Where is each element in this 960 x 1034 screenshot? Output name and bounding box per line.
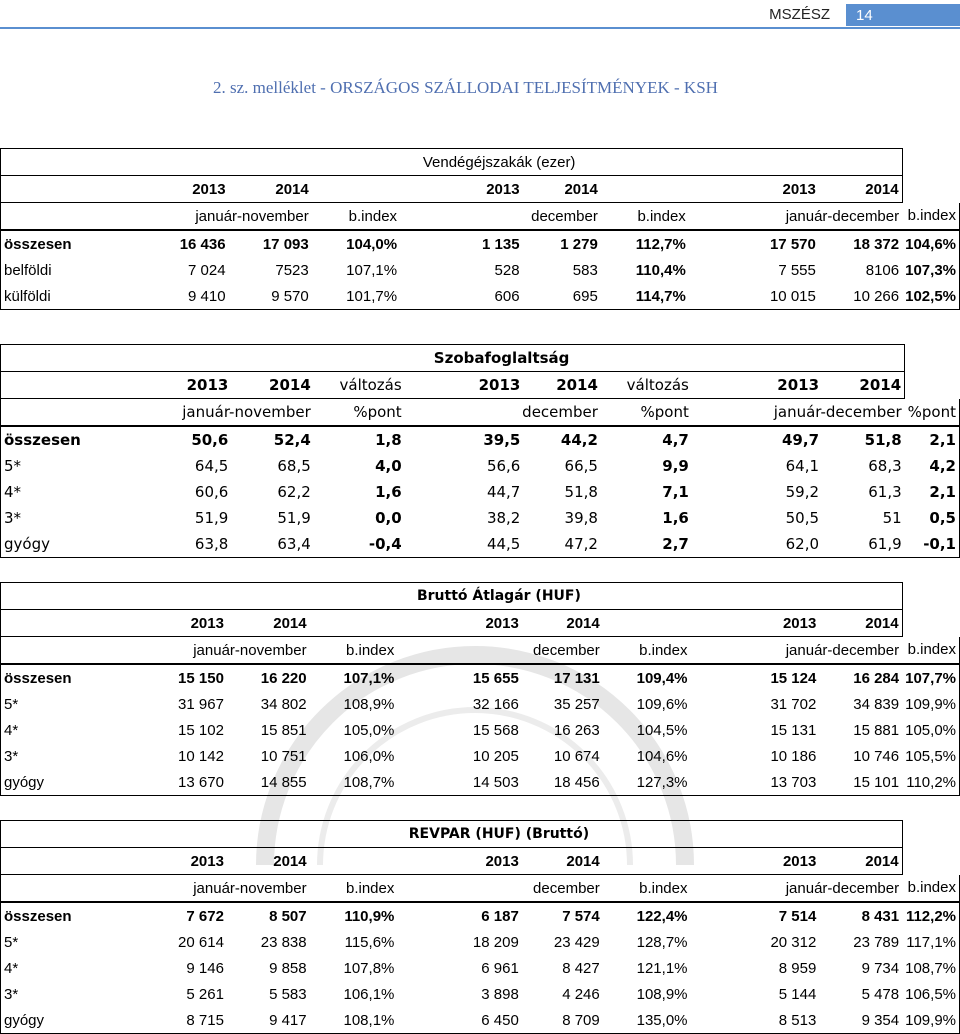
value-cell: 51,8 bbox=[564, 483, 598, 501]
year-header: 2014 bbox=[229, 176, 312, 203]
period-header: december bbox=[400, 203, 601, 231]
change-cell: 107,1% bbox=[346, 261, 398, 279]
change-cell: 1,8 bbox=[375, 431, 402, 449]
period-header: január-december bbox=[689, 203, 902, 231]
value-cell: 32 166 bbox=[472, 695, 519, 713]
value-cell: 18 456 bbox=[522, 769, 603, 796]
unit-header: b.index bbox=[601, 203, 689, 231]
year-header: 2013 bbox=[397, 848, 521, 875]
table-row bbox=[1, 531, 960, 558]
row-label: gyógy bbox=[1, 531, 100, 558]
value-cell: 38,2 bbox=[486, 509, 521, 527]
value-cell: 16 220 bbox=[260, 669, 307, 687]
value-cell: 8 959 bbox=[778, 959, 817, 977]
change-cell: 115,6% bbox=[344, 933, 395, 951]
value-cell: 15 102 bbox=[178, 721, 224, 739]
period-header: január-december bbox=[692, 399, 905, 427]
unit-header: b.index bbox=[902, 637, 959, 665]
unit-header: b.index bbox=[902, 203, 959, 231]
table-vendegejszakak bbox=[0, 148, 960, 310]
page-number-badge: 14 bbox=[846, 4, 960, 26]
value-cell: 18 372 bbox=[853, 235, 900, 253]
value-cell: 7 514 bbox=[778, 907, 817, 925]
value-cell: 51 bbox=[882, 509, 902, 527]
year-header: 2014 bbox=[227, 848, 310, 875]
value-cell: 10 266 bbox=[819, 283, 902, 310]
change-cell: 104,6% bbox=[636, 747, 688, 765]
value-cell: 8 431 bbox=[861, 907, 900, 925]
value-cell: 44,7 bbox=[486, 483, 521, 501]
change-cell: 106,5% bbox=[902, 981, 959, 1007]
table-title: Szobafoglaltság bbox=[99, 345, 905, 372]
value-cell: 51,9 bbox=[194, 509, 229, 527]
value-cell: 6 187 bbox=[481, 907, 519, 925]
value-cell: 3 898 bbox=[481, 985, 519, 1003]
table-row bbox=[1, 717, 960, 743]
change-cell: 107,3% bbox=[902, 257, 959, 283]
table-row bbox=[1, 664, 960, 691]
change-cell: 4,2 bbox=[905, 453, 960, 479]
table-szobafoglaltsag bbox=[0, 344, 960, 558]
value-cell: 528 bbox=[494, 261, 520, 279]
value-cell: 52,4 bbox=[273, 431, 311, 449]
change-cell: 110,4% bbox=[635, 261, 686, 279]
value-cell: 15 150 bbox=[178, 669, 224, 687]
change-header: változás bbox=[601, 372, 692, 399]
document-title: 2. sz. melléklet - ORSZÁGOS SZÁLLODAI TELJESÍTMÉNYEK - KSH bbox=[213, 78, 718, 97]
value-cell: 31 967 bbox=[178, 695, 224, 713]
unit-header: b.index bbox=[603, 875, 691, 903]
change-cell: 114,7% bbox=[601, 283, 689, 310]
row-label: 3* bbox=[1, 505, 100, 531]
value-cell: 56,6 bbox=[486, 457, 521, 475]
value-cell: 583 bbox=[572, 261, 598, 279]
value-cell: 606 bbox=[400, 283, 523, 310]
period-header: január-november bbox=[96, 875, 309, 903]
value-cell: 695 bbox=[523, 283, 601, 310]
row-label: 4* bbox=[1, 717, 97, 743]
value-cell: 10 186 bbox=[770, 747, 817, 765]
year-header: 2014 bbox=[819, 610, 902, 637]
year-header: 2013 bbox=[97, 176, 229, 203]
value-cell: 18 209 bbox=[472, 933, 519, 951]
change-cell: 1,6 bbox=[662, 509, 689, 527]
value-cell: 17 093 bbox=[262, 235, 309, 253]
row-label: külföldi bbox=[1, 283, 97, 310]
period-header: január-december bbox=[691, 875, 903, 903]
row-label: összesen bbox=[1, 230, 97, 257]
change-cell: 135,0% bbox=[603, 1007, 691, 1034]
value-cell: 7 555 bbox=[778, 261, 816, 279]
change-cell: 104,6% bbox=[902, 230, 959, 257]
table-title: Bruttó Átlagár (HUF) bbox=[96, 583, 902, 610]
row-label: 4* bbox=[1, 479, 100, 505]
row-label: 5* bbox=[1, 929, 97, 955]
change-cell: 108,1% bbox=[310, 1007, 398, 1034]
year-header: 2013 bbox=[96, 610, 227, 637]
value-cell: 62,0 bbox=[692, 531, 822, 558]
unit-header: b.index bbox=[312, 203, 400, 231]
value-cell: 23 838 bbox=[260, 933, 307, 951]
value-cell: 10 205 bbox=[472, 747, 519, 765]
table-row bbox=[1, 769, 960, 796]
value-cell: 68,5 bbox=[277, 457, 311, 475]
value-cell: 59,2 bbox=[785, 483, 820, 501]
value-cell: 9 734 bbox=[861, 959, 900, 977]
period-header: január-november bbox=[99, 399, 314, 427]
change-header bbox=[601, 176, 689, 203]
value-cell: 4 246 bbox=[562, 985, 600, 1003]
year-header: 2014 bbox=[231, 372, 313, 399]
value-cell: 1 279 bbox=[560, 235, 598, 253]
value-cell: 68,3 bbox=[868, 457, 902, 475]
value-cell: 6 961 bbox=[481, 959, 519, 977]
year-header: 2014 bbox=[523, 176, 601, 203]
year-header: 2013 bbox=[691, 610, 820, 637]
value-cell: 51,9 bbox=[277, 509, 311, 527]
change-cell: 105,0% bbox=[902, 717, 959, 743]
value-cell: 39,5 bbox=[483, 431, 521, 449]
value-cell: 9 410 bbox=[97, 283, 229, 310]
row-label: gyógy bbox=[1, 1007, 97, 1034]
value-cell: 15 124 bbox=[770, 669, 817, 687]
value-cell: 8 715 bbox=[96, 1007, 227, 1034]
table-row bbox=[1, 955, 960, 981]
unit-header: b.index bbox=[310, 637, 398, 665]
row-label: 3* bbox=[1, 981, 97, 1007]
table-title: REVPAR (HUF) (Bruttó) bbox=[96, 821, 902, 848]
value-cell: 39,8 bbox=[564, 509, 598, 527]
value-cell: 31 702 bbox=[770, 695, 817, 713]
change-header bbox=[310, 610, 398, 637]
value-cell: 63,8 bbox=[99, 531, 231, 558]
change-cell: 109,9% bbox=[902, 691, 959, 717]
table-row bbox=[1, 743, 960, 769]
unit-header: %pont bbox=[905, 399, 960, 427]
value-cell: 17 570 bbox=[769, 235, 816, 253]
change-header bbox=[603, 848, 691, 875]
change-cell: 107,8% bbox=[343, 959, 395, 977]
change-cell: -0,4 bbox=[314, 531, 405, 558]
change-cell: 4,0 bbox=[375, 457, 402, 475]
header-label: MSZÉSZ bbox=[769, 6, 830, 23]
value-cell: 61,3 bbox=[868, 483, 902, 501]
value-cell: 50,5 bbox=[785, 509, 820, 527]
change-cell: 0,5 bbox=[905, 505, 960, 531]
value-cell: 64,1 bbox=[785, 457, 820, 475]
period-header: december bbox=[405, 399, 601, 427]
period-header: december bbox=[397, 637, 602, 665]
value-cell: 15 881 bbox=[853, 721, 900, 739]
value-cell: 23 429 bbox=[553, 933, 600, 951]
period-header: január-november bbox=[97, 203, 312, 231]
table-title: Vendégéjszakák (ezer) bbox=[97, 149, 902, 176]
value-cell: 8 427 bbox=[562, 959, 600, 977]
table-row bbox=[1, 981, 960, 1007]
table-row bbox=[1, 691, 960, 717]
value-cell: 15 101 bbox=[819, 769, 902, 796]
value-cell: 14 503 bbox=[397, 769, 521, 796]
unit-header: b.index bbox=[603, 637, 691, 665]
change-cell: 1,6 bbox=[375, 483, 402, 501]
change-cell: 122,4% bbox=[636, 907, 688, 925]
value-cell: 15 655 bbox=[472, 669, 519, 687]
value-cell: 34 802 bbox=[260, 695, 307, 713]
row-label: 3* bbox=[1, 743, 97, 769]
year-header: 2013 bbox=[96, 848, 227, 875]
value-cell: 34 839 bbox=[853, 695, 900, 713]
year-header: 2014 bbox=[822, 372, 905, 399]
value-cell: 51,8 bbox=[864, 431, 902, 449]
year-header: 2013 bbox=[99, 372, 231, 399]
year-header: 2014 bbox=[819, 176, 902, 203]
change-cell: 117,1% bbox=[902, 929, 959, 955]
table-row bbox=[1, 902, 960, 929]
row-label: gyógy bbox=[1, 769, 97, 796]
value-cell: 10 751 bbox=[260, 747, 307, 765]
year-header: 2014 bbox=[523, 372, 601, 399]
change-cell: 105,5% bbox=[902, 743, 959, 769]
change-cell: 2,1 bbox=[905, 426, 960, 453]
change-cell: 106,0% bbox=[343, 747, 395, 765]
value-cell: 9 858 bbox=[269, 959, 307, 977]
change-cell: 105,0% bbox=[343, 721, 395, 739]
value-cell: 5 478 bbox=[861, 985, 900, 1003]
value-cell: 6 450 bbox=[397, 1007, 521, 1034]
value-cell: 14 855 bbox=[227, 769, 310, 796]
value-cell: 47,2 bbox=[523, 531, 601, 558]
value-cell: 9 570 bbox=[229, 283, 312, 310]
value-cell: 44,5 bbox=[405, 531, 524, 558]
value-cell: 8 513 bbox=[691, 1007, 820, 1034]
change-cell: -0,1 bbox=[905, 531, 960, 558]
value-cell: 10 746 bbox=[853, 747, 900, 765]
change-cell: 9,9 bbox=[662, 457, 689, 475]
value-cell: 16 436 bbox=[179, 235, 226, 253]
year-header: 2014 bbox=[522, 848, 603, 875]
change-cell: 102,5% bbox=[902, 283, 959, 310]
value-cell: 50,6 bbox=[191, 431, 229, 449]
table-row bbox=[1, 479, 960, 505]
year-header: 2014 bbox=[227, 610, 310, 637]
value-cell: 8106 bbox=[865, 261, 900, 279]
table-brutto-atlagar bbox=[0, 582, 960, 796]
change-cell: 108,7% bbox=[310, 769, 398, 796]
change-cell: 7,1 bbox=[662, 483, 689, 501]
table-revpar bbox=[0, 820, 960, 1034]
year-header: 2013 bbox=[405, 372, 524, 399]
value-cell: 1 135 bbox=[482, 235, 520, 253]
row-label: összesen bbox=[1, 902, 97, 929]
change-cell: 109,6% bbox=[636, 695, 688, 713]
change-header bbox=[603, 610, 691, 637]
change-cell: 108,7% bbox=[902, 955, 959, 981]
change-cell: 128,7% bbox=[636, 933, 688, 951]
value-cell: 15 568 bbox=[472, 721, 519, 739]
period-header: január-november bbox=[96, 637, 309, 665]
row-label: 4* bbox=[1, 955, 97, 981]
value-cell: 23 789 bbox=[853, 933, 900, 951]
value-cell: 7 574 bbox=[562, 907, 600, 925]
table-row bbox=[1, 283, 960, 310]
unit-header: %pont bbox=[601, 399, 692, 427]
value-cell: 20 312 bbox=[770, 933, 817, 951]
change-header bbox=[310, 848, 398, 875]
row-label: 5* bbox=[1, 453, 100, 479]
value-cell: 7523 bbox=[275, 261, 309, 279]
row-label: összesen bbox=[1, 664, 97, 691]
value-cell: 63,4 bbox=[231, 531, 313, 558]
row-label: belföldi bbox=[1, 257, 97, 283]
change-cell: 121,1% bbox=[636, 959, 688, 977]
year-header: 2014 bbox=[522, 610, 603, 637]
change-cell: 2,7 bbox=[601, 531, 692, 558]
value-cell: 15 851 bbox=[260, 721, 307, 739]
value-cell: 16 284 bbox=[853, 669, 900, 687]
change-cell: 112,7% bbox=[635, 235, 686, 253]
year-header: 2013 bbox=[691, 848, 820, 875]
year-header: 2013 bbox=[400, 176, 523, 203]
value-cell: 13 670 bbox=[96, 769, 227, 796]
change-cell: 109,4% bbox=[636, 669, 688, 687]
value-cell: 7 672 bbox=[186, 907, 224, 925]
unit-header: b.index bbox=[902, 875, 959, 903]
table-row bbox=[1, 257, 960, 283]
value-cell: 5 144 bbox=[778, 985, 817, 1003]
value-cell: 13 703 bbox=[691, 769, 820, 796]
value-cell: 9 146 bbox=[186, 959, 224, 977]
change-cell: 127,3% bbox=[603, 769, 691, 796]
row-label: összesen bbox=[1, 426, 100, 453]
change-cell: 101,7% bbox=[312, 283, 400, 310]
value-cell: 44,2 bbox=[560, 431, 598, 449]
value-cell: 9 417 bbox=[227, 1007, 310, 1034]
year-header: 2013 bbox=[397, 610, 521, 637]
value-cell: 16 263 bbox=[553, 721, 600, 739]
value-cell: 10 015 bbox=[689, 283, 819, 310]
value-cell: 62,2 bbox=[277, 483, 311, 501]
change-cell: 104,0% bbox=[346, 235, 398, 253]
unit-header: b.index bbox=[310, 875, 398, 903]
value-cell: 60,6 bbox=[194, 483, 229, 501]
table-row bbox=[1, 230, 960, 257]
change-header: változás bbox=[314, 372, 405, 399]
change-cell: 104,5% bbox=[636, 721, 688, 739]
header-rule bbox=[0, 27, 960, 29]
value-cell: 35 257 bbox=[553, 695, 600, 713]
change-cell: 4,7 bbox=[662, 431, 689, 449]
change-cell: 109,9% bbox=[902, 1007, 959, 1034]
change-cell: 108,9% bbox=[343, 695, 395, 713]
change-cell: 107,1% bbox=[343, 669, 395, 687]
year-header: 2014 bbox=[819, 848, 902, 875]
table-row bbox=[1, 505, 960, 531]
year-header: 2013 bbox=[692, 372, 822, 399]
value-cell: 61,9 bbox=[822, 531, 905, 558]
change-cell: 108,9% bbox=[636, 985, 688, 1003]
change-cell: 110,2% bbox=[902, 769, 959, 796]
period-header: december bbox=[397, 875, 602, 903]
value-cell: 5 583 bbox=[269, 985, 307, 1003]
change-cell: 106,1% bbox=[343, 985, 395, 1003]
period-header: január-december bbox=[691, 637, 903, 665]
value-cell: 17 131 bbox=[553, 669, 600, 687]
table-row bbox=[1, 929, 960, 955]
year-header: 2013 bbox=[689, 176, 819, 203]
value-cell: 49,7 bbox=[782, 431, 820, 449]
change-cell: 112,2% bbox=[902, 902, 959, 929]
change-cell: 0,0 bbox=[375, 509, 402, 527]
value-cell: 10 674 bbox=[553, 747, 600, 765]
value-cell: 8 709 bbox=[522, 1007, 603, 1034]
table-row bbox=[1, 453, 960, 479]
value-cell: 64,5 bbox=[194, 457, 229, 475]
change-header bbox=[312, 176, 400, 203]
value-cell: 10 142 bbox=[178, 747, 224, 765]
value-cell: 20 614 bbox=[178, 933, 224, 951]
row-label: 5* bbox=[1, 691, 97, 717]
unit-header: %pont bbox=[314, 399, 405, 427]
change-cell: 107,7% bbox=[902, 664, 959, 691]
change-cell: 2,1 bbox=[905, 479, 960, 505]
table-row bbox=[1, 426, 960, 453]
value-cell: 7 024 bbox=[188, 261, 226, 279]
change-cell: 110,9% bbox=[344, 907, 395, 925]
value-cell: 8 507 bbox=[269, 907, 307, 925]
value-cell: 5 261 bbox=[186, 985, 224, 1003]
value-cell: 66,5 bbox=[564, 457, 598, 475]
value-cell: 15 131 bbox=[770, 721, 817, 739]
value-cell: 9 354 bbox=[819, 1007, 902, 1034]
